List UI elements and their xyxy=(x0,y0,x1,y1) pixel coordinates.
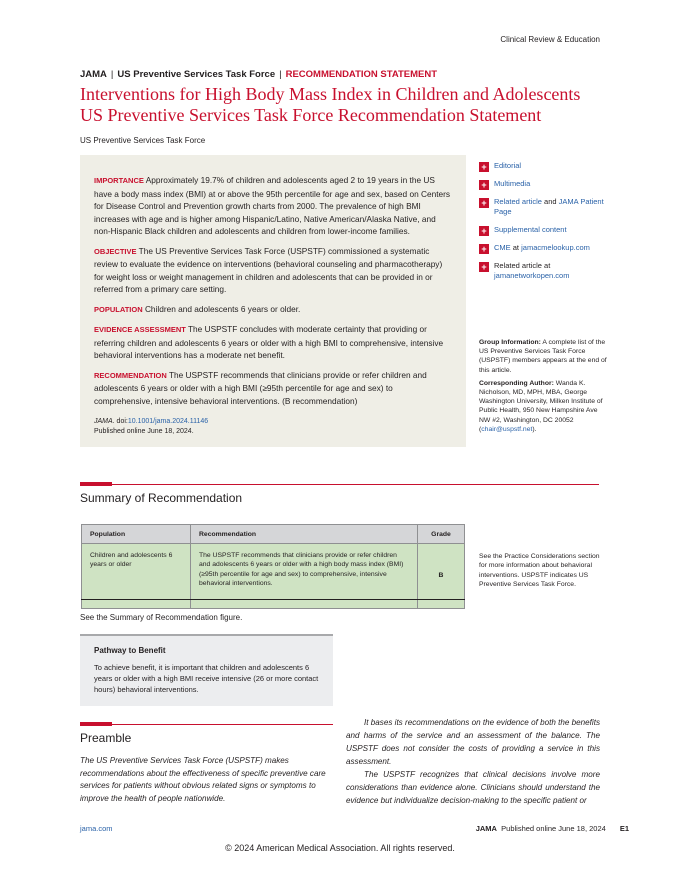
kicker-type: RECOMMENDATION STATEMENT xyxy=(285,69,438,80)
author-info xyxy=(479,338,609,438)
page-number: E1 xyxy=(619,824,629,833)
network-site-label[interactable]: jamanetworkopen.com xyxy=(494,271,570,280)
patient-page-label[interactable]: JAMA Patient Page xyxy=(494,197,604,216)
abstract-importance xyxy=(94,174,452,238)
abstract-box xyxy=(80,155,466,447)
table-note: See the Practice Considerations section for more information about behavioral interventions. USPSTF indicates US Preventive Services Task Force. xyxy=(479,553,600,588)
editorial-link[interactable] xyxy=(479,161,609,171)
pathway-text: To achieve benefit, it is important that children and adolescents 6 years or older with a high BMI receive intensive (26 or more contact hours) behavioral interventions. xyxy=(94,663,319,694)
evidence-label: EVIDENCE ASSESSMENT xyxy=(94,325,186,334)
abstract-objective xyxy=(94,245,452,296)
citation-doi-prefix: . doi: xyxy=(112,418,128,425)
section-rule xyxy=(112,724,333,725)
cell-population: Children and adolescents 6 years or older xyxy=(82,544,191,609)
importance-label: IMPORTANCE xyxy=(94,176,144,185)
importance-text: Approximately 19.7% of children and adolescents aged 2 to 19 years in the US have a body mass index (BMI) at or above the 95th percentile for age and sex, based on Centers for Disease Control and Prevention growth charts from 2000. The prevalence of high BMI increases with age and is higher among Hispanic/Latino, Native American/Alaska Native, and non-Hispanic Black children and adolescents and children from lower-income families. xyxy=(94,175,451,236)
footer-info xyxy=(476,824,629,833)
kicker-journal: JAMA xyxy=(80,69,107,80)
recommendation-table xyxy=(81,524,465,609)
related-links xyxy=(479,161,609,289)
group-info-label: Group Information: xyxy=(479,339,541,346)
kicker-source: US Preventive Services Task Force xyxy=(117,69,276,80)
section-label: Clinical Review & Education xyxy=(500,35,600,44)
preamble-text: The US Preventive Services Task Force (USPSTF) makes recommendations about the effectiveness of specific preventive care services for patients without obvious related signs or symptoms to improve the health of people nationwide. xyxy=(80,756,326,803)
cell-recommendation: The USPSTF recommends that clinicians provide or refer children and adolescents 6 years or older with a high body mass index (BMI) (≥95th percentile for age and sex) to comprehensive, intensive behavioral interventions. xyxy=(191,544,418,609)
author-end: ). xyxy=(532,425,537,433)
section-rule xyxy=(112,484,599,485)
corresponding-author xyxy=(479,379,609,434)
corresponding-author-label: Corresponding Author: xyxy=(479,379,554,387)
corresponding-author-text: Wanda K. Nicholson, MD, MPH, MBA, George Washington University, Milken Institute of Public Health, 950 New Hampshire Ave NW #2, Washington, DC 20052 ( xyxy=(479,379,603,433)
footer-journal: JAMA xyxy=(475,824,497,833)
plus-icon: + xyxy=(479,180,489,190)
citation-published: Published online June 18, 2024. xyxy=(94,428,194,435)
header-recommendation: Recommendation xyxy=(191,525,418,544)
plus-icon: + xyxy=(479,162,489,172)
objective-label: OBJECTIVE xyxy=(94,246,137,256)
footer-site-link[interactable]: jama.com xyxy=(80,824,113,833)
preamble-heading: Preamble xyxy=(80,731,132,745)
title-line-1: Interventions for High Body Mass Index in Children and Adolescents xyxy=(80,84,581,104)
cme-site-label[interactable]: jamacmelookup.com xyxy=(521,243,590,252)
supplemental-label[interactable]: Supplemental content xyxy=(494,225,567,234)
title-line-2: US Preventive Services Task Force Recommendation Statement xyxy=(80,105,542,125)
see-figure-note: See the Summary of Recommendation figure. xyxy=(80,613,243,622)
header-grade: Grade xyxy=(418,525,465,544)
preamble-paragraph-2: It bases its recommendations on the evidence of both the benefits and harms of the service and an assessment of the balance. The USPSTF does not consider the costs of providing a service in this assessment. xyxy=(346,718,600,766)
copyright: © 2024 American Medical Association. All rights reserved. xyxy=(225,843,455,853)
evidence-text: The USPSTF concludes with moderate certainty that providing or referring children and adolescents 6 years or older with a high BMI to comprehensive, intensive behavioral interventions has a moderate net benefit. xyxy=(94,324,444,360)
section-accent-bar xyxy=(80,482,112,486)
plus-icon: + xyxy=(479,198,489,208)
pathway-box xyxy=(80,634,333,706)
multimedia-label[interactable]: Multimedia xyxy=(494,179,531,188)
byline: US Preventive Services Task Force xyxy=(80,136,206,145)
abstract-recommendation xyxy=(94,369,452,408)
cme-link[interactable] xyxy=(479,243,609,253)
abstract-population xyxy=(94,303,452,317)
kicker-separator: | xyxy=(110,69,114,80)
objective-text: The US Preventive Services Task Force (USPSTF) commissioned a systematic review to evaluate the evidence on interventions (behavioral counseling and pharmacotherapy) for weight loss or weight management in children and adolescents that can be provided in or referred from a primary care setting. xyxy=(94,245,443,294)
cme-label[interactable]: CME xyxy=(494,243,511,252)
plus-icon: + xyxy=(479,226,489,236)
cme-at-text: at xyxy=(510,243,522,252)
citation xyxy=(94,417,208,437)
related2-label: Related article at xyxy=(494,261,551,270)
author-email-link[interactable]: chair@uspstf.net xyxy=(481,425,533,433)
multimedia-link[interactable] xyxy=(479,179,609,189)
abstract-evidence xyxy=(94,323,452,362)
plus-icon: + xyxy=(479,262,489,272)
preamble-continued xyxy=(346,716,600,807)
population-text: Children and adolescents 6 years or older. xyxy=(144,303,301,314)
kicker-separator: | xyxy=(279,69,282,80)
cell-grade: B xyxy=(418,544,465,609)
related-article-network-link[interactable] xyxy=(479,261,609,281)
group-information xyxy=(479,338,609,375)
pathway-heading: Pathway to Benefit xyxy=(94,646,166,655)
related-article-label[interactable]: Related article xyxy=(494,197,542,206)
related-and-text: and xyxy=(541,197,559,206)
citation-journal: JAMA xyxy=(94,418,113,425)
group-info-text: A complete list of the US Preventive Services Task Force (USPSTF) members appears at the end of this article. xyxy=(479,339,607,374)
summary-heading: Summary of Recommendation xyxy=(80,491,243,505)
editorial-label[interactable]: Editorial xyxy=(494,161,522,170)
plus-icon: + xyxy=(479,244,489,254)
supplemental-link[interactable] xyxy=(479,225,609,235)
recommendation-label: RECOMMENDATION xyxy=(94,370,167,380)
footer-published: Published online June 18, 2024 xyxy=(501,824,606,833)
preamble-paragraph-3: The USPSTF recognizes that clinical decisions involve more considerations than evidence alone. Clinicians should understand the evidence but individualize decision-making to the specific patient or xyxy=(346,770,600,805)
related-article-link[interactable] xyxy=(479,197,609,217)
population-label: POPULATION xyxy=(94,304,143,314)
article-kicker xyxy=(80,69,437,80)
header-population: Population xyxy=(82,525,191,544)
section-accent-bar xyxy=(80,722,112,726)
article-title xyxy=(80,84,620,126)
table-bottom-rule xyxy=(81,599,465,600)
recommendation-text: The USPSTF recommends that clinicians provide or refer children and adolescents 6 years or older with a high BMI (≥95th percentile for age and sex) to comprehensive, intensive behavioral interventions. (B recommendation) xyxy=(94,369,427,406)
citation-doi-link[interactable]: 10.1001/jama.2024.11146 xyxy=(127,418,209,425)
